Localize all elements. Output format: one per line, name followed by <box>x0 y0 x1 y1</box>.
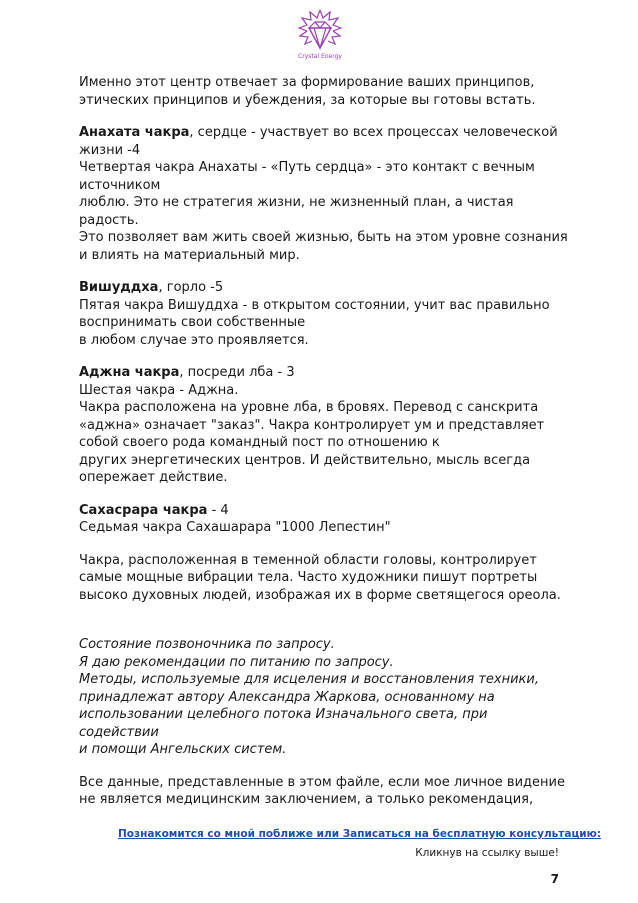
text-line: других энергетических центров. И действительно, мысль всегда <box>79 452 531 468</box>
anahata-title: Анахата чакра <box>79 125 190 140</box>
text-line: самые мощные вибрации тела. Часто художники пишут портреты <box>79 570 538 585</box>
text-line: в любом случае это проявляется. <box>79 332 309 348</box>
sahasrara-title: Сахасрара чакра <box>79 502 208 518</box>
logo-caption: Crystal Energy <box>298 53 342 60</box>
page-number: 7 <box>550 872 559 886</box>
text-line: и влиять на материальный мир. <box>79 247 300 263</box>
ajna-title: Аджна чакра <box>79 365 180 380</box>
italic-line: принадлежат автору Александра Жаркова, основанному на <box>79 689 495 705</box>
anahata-heading: Анахата чакра, сердце - участвует во всех процессах человеческой <box>79 125 558 140</box>
italic-line: Состояние позвоночника по запросу. <box>79 637 335 652</box>
text-line: воспринимать свои собственные <box>79 315 306 330</box>
text-line: Пятая чакра Вишуддха - в открытом состоянии, учит вас правильно <box>79 297 550 313</box>
text-line: Четвертая чакра Анахаты - «Путь сердца» - это контакт с вечным <box>79 160 535 175</box>
text-line: Чакра, расположенная в теменной области головы, контролирует <box>79 552 537 568</box>
text-line: Это позволяет вам жить своей жизнью, быть на этом уровне сознания <box>79 230 568 245</box>
text-line: высоко духовных людей, изображая их в форме светящегося ореола. <box>79 587 561 603</box>
sahasrara-heading: Сахасрара чакра - 4 <box>79 502 229 518</box>
crystal-energy-logo-icon <box>292 6 348 56</box>
page-content <box>79 74 569 809</box>
closing-line: не является медицинским заключением, а только рекомендация, <box>79 792 534 807</box>
italic-line: Методы, используемые для исцеления и восстановления техники, <box>79 672 539 687</box>
intro-line: Именно этот центр отвечает за формирование ваших принципов, <box>79 75 535 90</box>
intro-line: этических принципов и убеждения, за которые вы готовы встать. <box>79 92 536 108</box>
text-line: Шестая чакра - Аджна. <box>79 382 239 398</box>
text-line: люблю. Это не стратегия жизни, не жизненный план, а чистая радость. <box>79 195 514 228</box>
text-line: жизни -4 <box>79 142 141 158</box>
italic-line: и помощи Ангельских систем. <box>79 742 287 757</box>
text-line: источником <box>79 177 161 193</box>
italic-line: Я даю рекомендации по питанию по запросу. <box>79 654 394 670</box>
ajna-heading: Аджна чакра, посреди лба - 3 <box>79 365 295 380</box>
text-line: Седьмая чакра Сахашарара "1000 Лепестин" <box>79 520 391 535</box>
footer-note: Кликнув на ссылку выше! <box>415 847 559 859</box>
text-line: Чакра расположена на уровне лба, в бровях. Перевод с санскрита <box>79 400 539 415</box>
consultation-link[interactable]: Познакомится со мной поближе или Записаться на бесплатную консультацию: <box>118 828 601 840</box>
closing-line: Все данные, представленные в этом файле, если мое личное видение <box>79 774 565 790</box>
vishuddha-heading: Вишуддха, горло -5 <box>79 280 224 295</box>
vishuddha-title: Вишуддха <box>79 280 159 295</box>
italic-line: использовании целебного потока Изначального света, при содействии <box>79 707 488 740</box>
text-line: опережает действие. <box>79 470 228 485</box>
text-line: «аджна» означает "заказ". Чакра контролирует ум и представляет <box>79 417 545 433</box>
text-line: собой своего рода командный пост по отношению к <box>79 435 440 450</box>
